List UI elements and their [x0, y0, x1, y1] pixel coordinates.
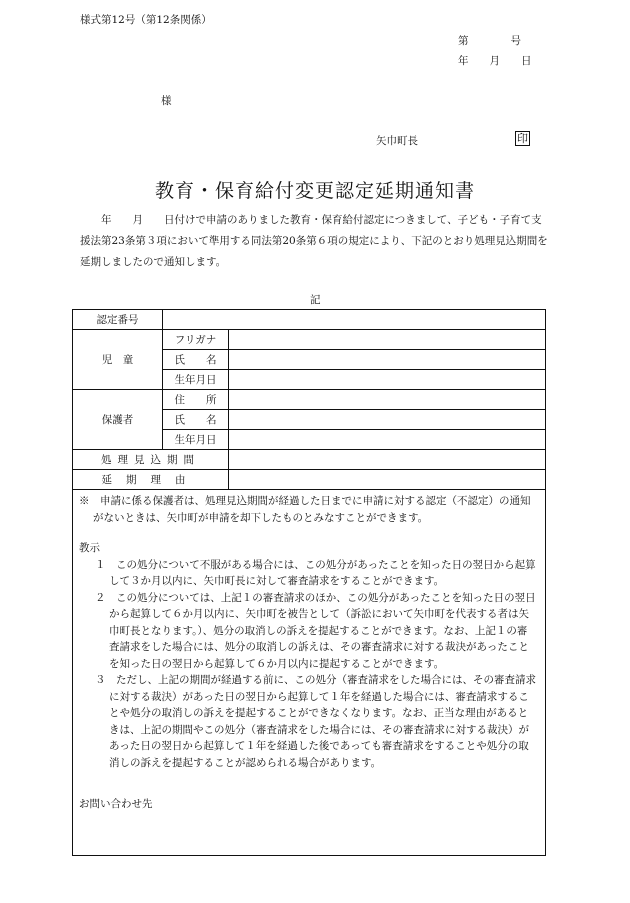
- doc-date: 年 月 日: [458, 55, 532, 67]
- instruction-item: ３ ただし、上記の期間が経過する前に、この処分（審査請求をした場合には、その審査請求に対する裁決）があった日の翌日から起算して１年を経過した場合には、審査請求することや処分の取消しの訴えを提起することができなくなります。なお、正当な理由があるときは、上記の期間やこの処分（審査請求をした場合には、その審査請求に対する裁決）があった日の翌日から起算して１年を経過した後であっても審査請求をすることや処分の取消しの訴えを提起することが認められる場合があります。: [95, 674, 536, 769]
- child-birthdate-label: 生年月日: [163, 370, 229, 390]
- intro-text: 年 月 日付けで申請のありました教育・保育給付認定につきまして、子ども・子育て支援法第23条第３項において準用する同法第20条第６項の規定により、下記のとおり処理見込期間を延期しましたので通知します。: [80, 214, 548, 268]
- child-label: 児 童: [73, 330, 163, 390]
- deemed-rejection-note: ※ 申請に係る保護者は、処理見込期間が経過した日までに申請に対する認定（不認定）の通知がないときは、矢巾町が申請を却下したものとみなすことができます。: [79, 495, 531, 524]
- cert-no-label: 認定番号: [73, 310, 163, 330]
- seal-mark: 印: [517, 132, 528, 145]
- furigana-label: フリガナ: [163, 330, 229, 350]
- guardian-address-field[interactable]: [229, 390, 546, 410]
- ki-label: 記: [310, 294, 321, 306]
- cert-no-field[interactable]: [163, 310, 546, 330]
- form-label: 様式第12号（第12条関係）: [80, 14, 212, 26]
- notes-box: [72, 489, 546, 856]
- period-label: 処理見込期間: [73, 450, 229, 470]
- reason-field[interactable]: [229, 470, 546, 490]
- info-table: [72, 309, 546, 490]
- instruction-item: １ この処分について不服がある場合には、この処分があったことを知った日の翌日から起算して３か月以内に、矢巾町長に対して審査請求をすることができます。: [95, 558, 536, 587]
- issuer: 矢巾町長: [376, 135, 418, 147]
- guardian-name-label: 氏 名: [163, 410, 229, 430]
- instruction-item: ２ この処分については、上記１の審査請求のほか、この処分があったことを知った日の翌日から起算して６か月以内に、矢巾町を被告として（訴訟において矢巾町を代表する者は矢巾町長となります。）、処分の取消しの訴えを提起することができます。なお、上記１の審査請求をした場合には、処分の取消しの訴えは、その審査請求に対する裁決があったことを知った日の翌日から起算して６か月以内に提起することができます。: [95, 591, 536, 670]
- inquiry-label: お問い合わせ先: [79, 798, 153, 810]
- table-row: [73, 470, 546, 490]
- child-name-label: 氏 名: [163, 350, 229, 370]
- guardian-birthdate-field[interactable]: [229, 430, 546, 450]
- table-row: [73, 330, 546, 350]
- table-row: [73, 450, 546, 470]
- reason-label: 延期理由: [73, 470, 229, 490]
- child-birthdate-field[interactable]: [229, 370, 546, 390]
- instruction-heading: 教示: [79, 542, 100, 554]
- table-row: [73, 390, 546, 410]
- guardian-label: 保護者: [73, 390, 163, 450]
- guardian-name-field[interactable]: [229, 410, 546, 430]
- address-label: 住 所: [163, 390, 229, 410]
- child-furigana-field[interactable]: [229, 330, 546, 350]
- addressee: 様: [161, 95, 172, 107]
- period-field[interactable]: [229, 450, 546, 470]
- doc-number: 第 号: [458, 35, 521, 47]
- table-row: [73, 310, 546, 330]
- document-title: 教育・保育給付変更認定延期通知書: [155, 180, 476, 202]
- child-name-field[interactable]: [229, 350, 546, 370]
- guardian-birthdate-label: 生年月日: [163, 430, 229, 450]
